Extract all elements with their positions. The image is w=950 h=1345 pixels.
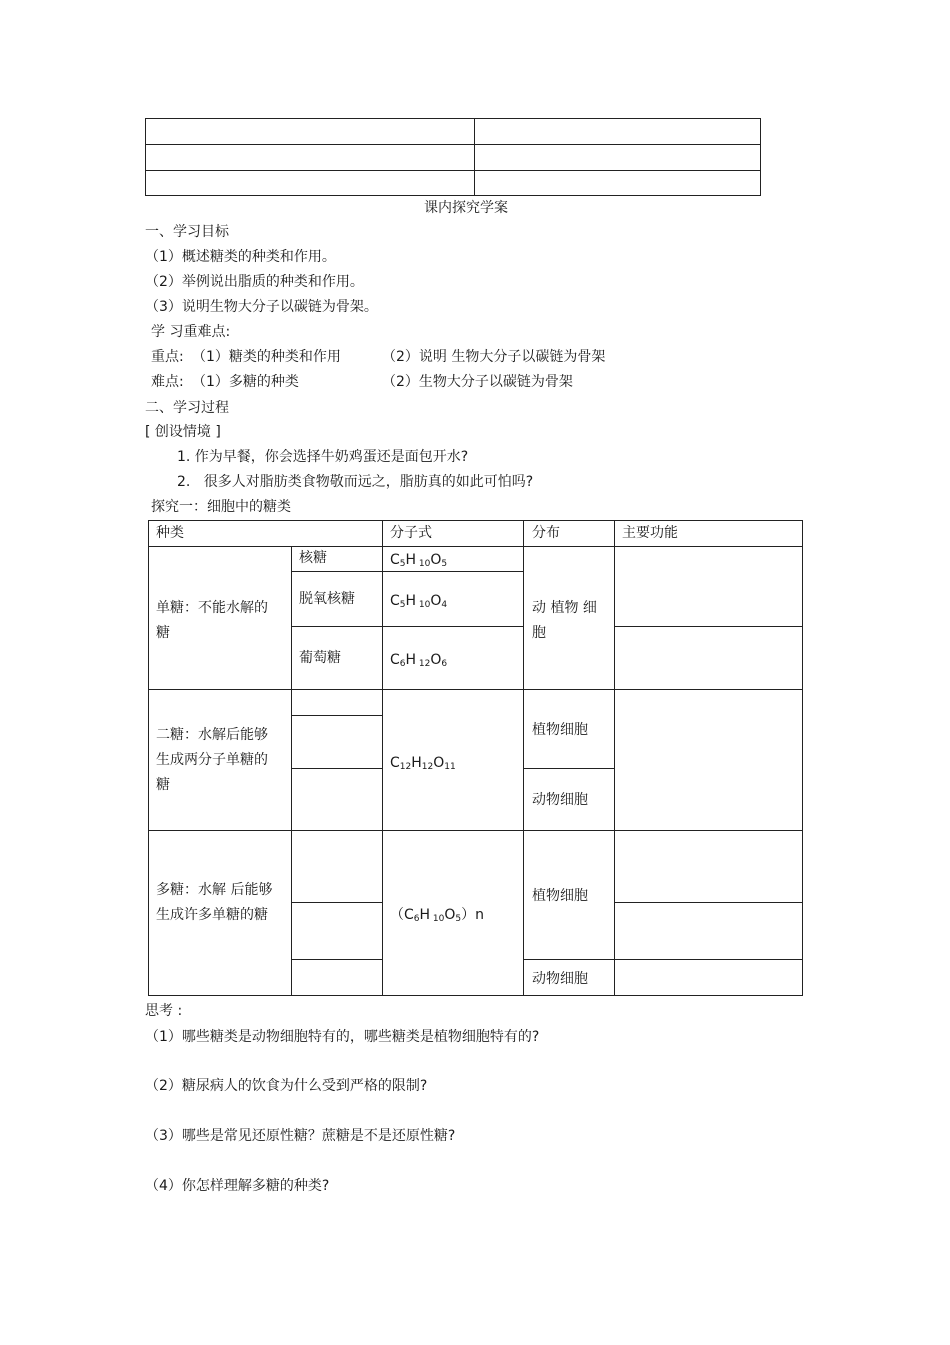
explore-title: 探究一：细胞中的糖类 xyxy=(151,499,291,515)
goal-item: （2）举例说出脂质的种类和作用。 xyxy=(145,274,364,290)
key-label: 重点: xyxy=(151,349,184,365)
formula-disaccharide: $C_{12}H_{12}O_{11}$ xyxy=(390,755,456,772)
difficult-point-1: （1）多糖的种类 xyxy=(192,374,299,390)
header-function: 主要功能 xyxy=(622,525,678,541)
mono-item-ribose: 核糖 xyxy=(299,550,327,566)
key-point-1: （1）糖类的种类和作用 xyxy=(192,349,341,365)
header-distribution: 分布 xyxy=(532,525,560,541)
mono-label: 单糖：不能水解的糖 xyxy=(156,600,268,641)
poly-plant-cell: 植物细胞 xyxy=(532,888,588,904)
thinking-question: （4）你怎样理解多糖的种类? xyxy=(145,1178,330,1194)
scenario-label: [ 创设情境 ] xyxy=(145,424,221,440)
formula-ribose: $C_5H$ $_{10}O_5$ xyxy=(390,552,448,569)
thinking-question: （1）哪些糖类是动物细胞特有的，哪些糖类是植物细胞特有的? xyxy=(145,1029,540,1045)
di-plant-cell: 植物细胞 xyxy=(532,722,588,738)
di-animal-cell: 动物细胞 xyxy=(532,792,588,808)
key-points-heading: 学 习重难点: xyxy=(151,324,231,340)
header-formula: 分子式 xyxy=(390,525,432,541)
goal-item: （3）说明生物大分子以碳链为骨架。 xyxy=(145,299,378,315)
poly-label: 多糖：水解 后能够生成许多单糖的糖 xyxy=(156,882,273,923)
key-point-2: （2）说明 生物大分子以碳链为骨架 xyxy=(382,349,606,365)
scenario-question: 2. 很多人对脂肪类食物敬而远之，脂肪真的如此可怕吗? xyxy=(177,474,534,490)
difficult-point-2: （2）生物大分子以碳链为骨架 xyxy=(382,374,573,390)
scenario-question: 1. 作为早餐，你会选择牛奶鸡蛋还是面包开水? xyxy=(177,449,469,465)
poly-animal-cell: 动物细胞 xyxy=(532,971,588,987)
section-heading-process: 二、学习过程 xyxy=(145,400,229,416)
difficult-label: 难点: xyxy=(151,374,184,390)
thinking-heading: 思考 : xyxy=(145,1003,183,1019)
page-title: 课内探究学案 xyxy=(424,200,508,216)
mono-item-deoxyribose: 脱氧核糖 xyxy=(299,591,355,607)
mono-distribution: 动 植物 细胞 xyxy=(532,600,597,641)
formula-deoxyribose: $C_5H$ $_{10}O_4$ xyxy=(390,593,448,610)
section-heading-goals: 一、学习目标 xyxy=(145,224,229,240)
thinking-question: （3）哪些是常见还原性糖？蔗糖是不是还原性糖? xyxy=(145,1128,456,1144)
mono-item-glucose: 葡萄糖 xyxy=(299,650,341,666)
thinking-question: （2）糖尿病人的饮食为什么受到严格的限制? xyxy=(145,1078,428,1094)
formula-polysaccharide: （$C_6H$ $_{10}O_5)n$ xyxy=(390,907,485,924)
formula-glucose: $C_6H$ $_{12}O_6$ xyxy=(390,652,448,669)
di-label: 二糖：水解后能够生成两分子单糖的糖 xyxy=(156,727,268,793)
goal-item: （1）概述糖类的种类和作用。 xyxy=(145,249,336,265)
header-type: 种类 xyxy=(156,525,184,541)
